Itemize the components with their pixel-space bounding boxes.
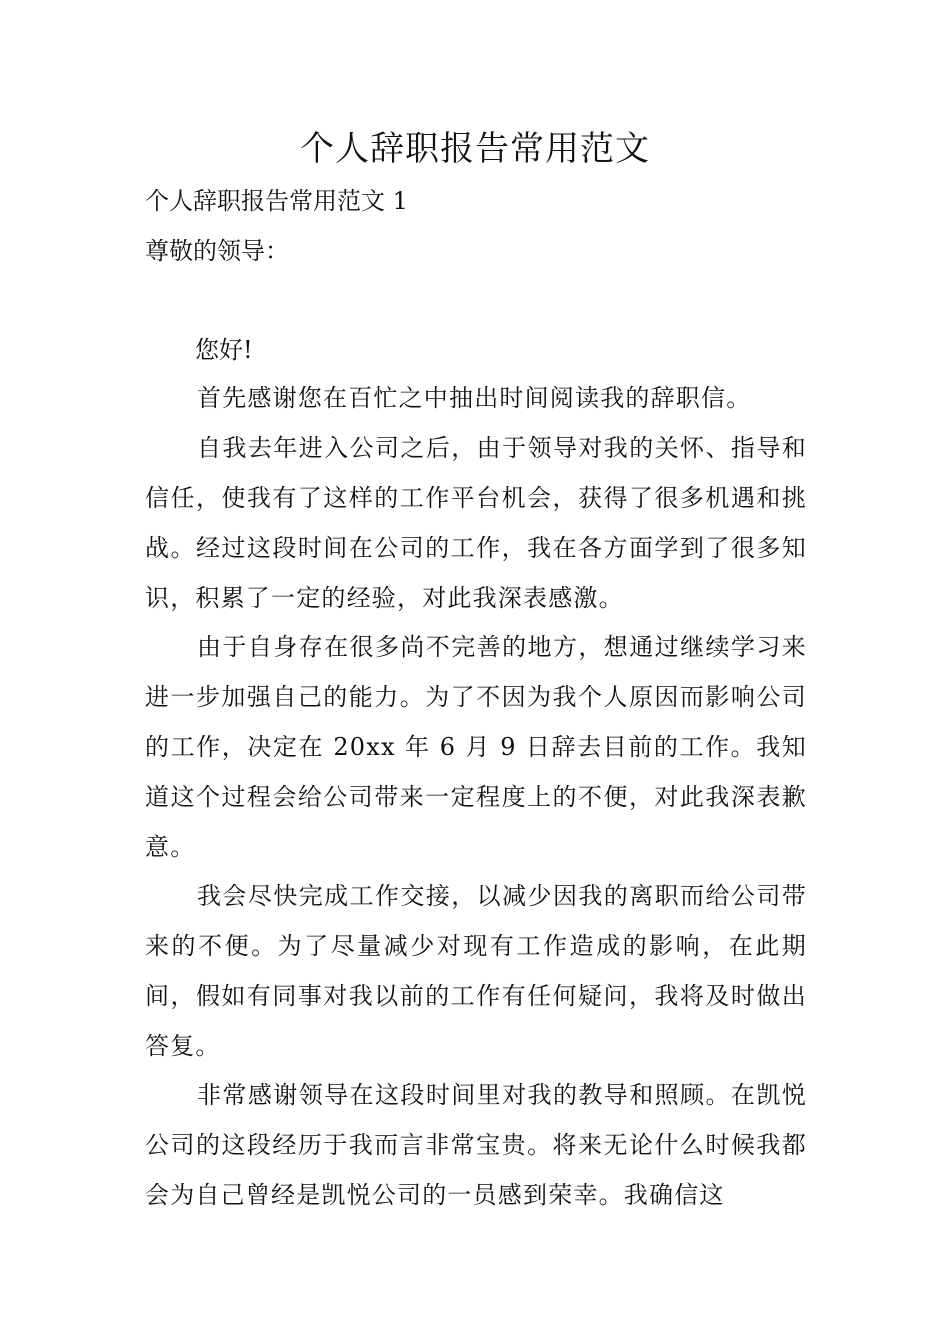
paragraph-5: 非常感谢领导在这段时间里对我的教导和照顾。在凯悦公司的这段经历于我而言非常宝贵。将来无论什么时候我都会为自己曾经是凯悦公司的一员感到荣幸。我确信这 [145,1081,807,1209]
document-subtitle: 个人辞职报告常用范文 1 [145,187,408,215]
greeting: 您好! [195,336,253,364]
paragraph-1: 首先感谢您在百忙之中抽出时间阅读我的辞职信。 [197,384,752,412]
paragraph-4: 我会尽快完成工作交接，以减少因我的离职而给公司带来的不便。为了尽量减少对现有工作造成的影响，在此期间，假如有同事对我以前的工作有任何疑问，我将及时做出答复。 [145,882,807,1060]
paragraph-2: 自我去年进入公司之后，由于领导对我的关怀、指导和信任，使我有了这样的工作平台机会，获得了很多机遇和挑战。经过这段时间在公司的工作，我在各方面学到了很多知识，积累了一定的经验，对此我深表感激。 [145,434,807,612]
document-title: 个人辞职报告常用范文 [300,129,650,169]
salutation: 尊敬的领导： [145,237,289,265]
paragraph-3: 由于自身存在很多尚不完善的地方，想通过继续学习来进一步加强自己的能力。为了不因为我个人原因而影响公司的工作，决定在 20xx 年 6 月 9 日辞去目前的工作。我知道这个过程会给公司带来一定程度上的不便，对此我深表歉意。 [145,633,807,861]
